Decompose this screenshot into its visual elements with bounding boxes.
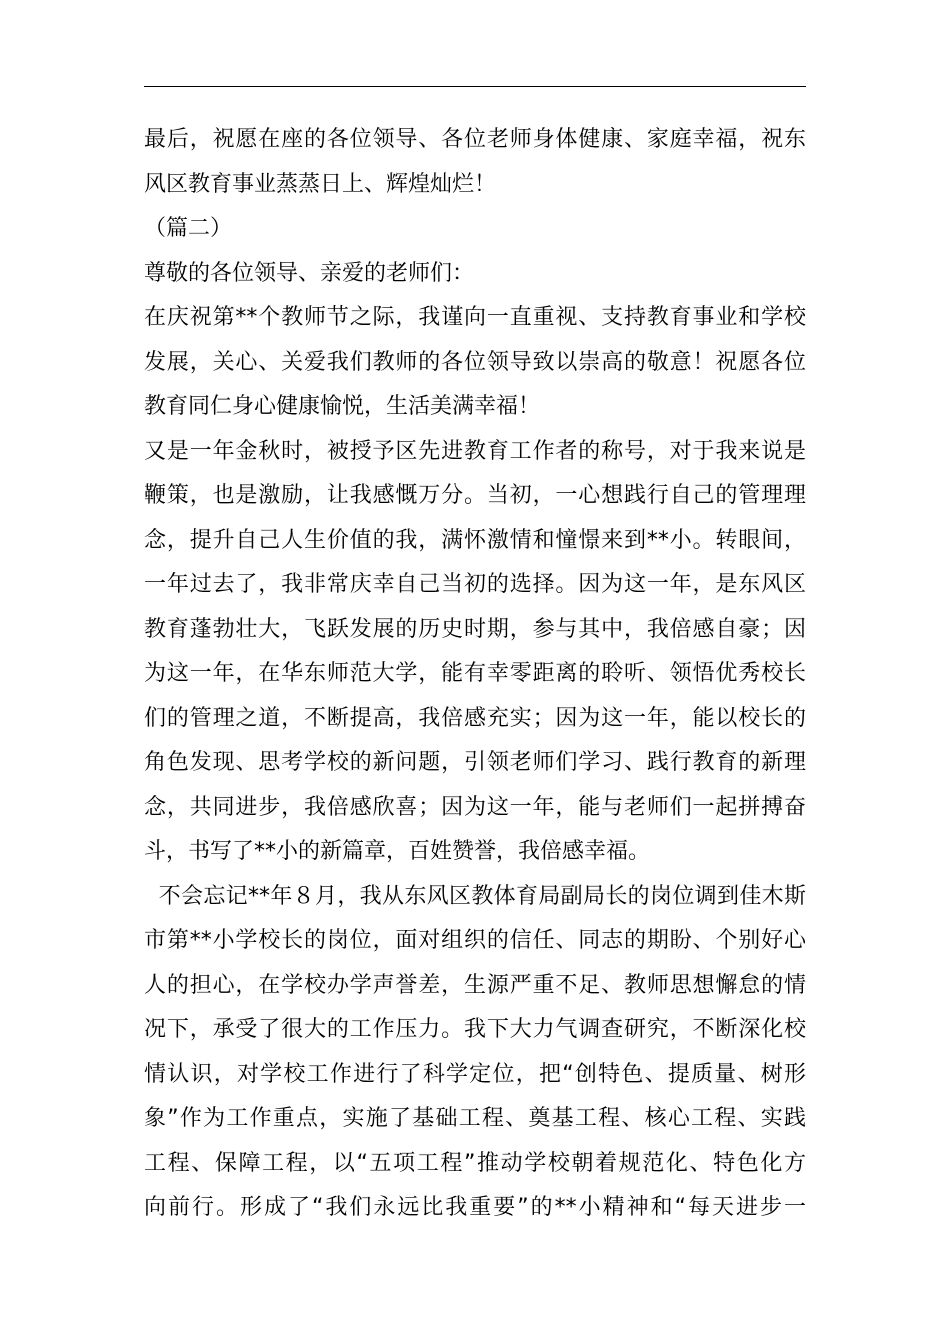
text-line: 角色发现、思考学校的新问题，引领老师们学习、践行教育的新理 — [144, 750, 806, 775]
text-line: 发展，关心、关爱我们教师的各位领导致以崇高的敬意！祝愿各位 — [144, 349, 806, 375]
text-line: 教育蓬勃壮大，飞跃发展的历史时期，参与其中，我倍感自豪；因 — [144, 616, 806, 642]
text-line: 在庆祝第**个教师节之际，我谨向一直重视、支持教育事业和学校 — [144, 305, 806, 330]
text-line: 象”作为工作重点，实施了基础工程、奠基工程、核心工程、实践 — [144, 1106, 806, 1131]
header-rule — [144, 86, 806, 87]
text-line: 最后，祝愿在座的各位领导、各位老师身体健康、家庭幸福，祝东 — [144, 127, 806, 152]
text-line: 一年过去了，我非常庆幸自己当初的选择。因为这一年，是东风区 — [144, 572, 806, 597]
text-line: 们的管理之道，不断提高，我倍感充实；因为这一年，能以校长的 — [144, 705, 806, 731]
text-line: 情认识，对学校工作进行了科学定位，把“创特色、提质量、树形 — [144, 1061, 806, 1087]
section-heading: （篇二） — [144, 216, 233, 241]
text-line: 为这一年，在华东师范大学，能有幸零距离的聆听、领悟优秀校长 — [144, 661, 806, 686]
text-line: 念，提升自己人生价值的我，满怀激情和憧憬来到**小。转眼间， — [144, 527, 806, 553]
text-line: 工程、保障工程，以“五项工程”推动学校朝着规范化、特色化方 — [144, 1150, 806, 1176]
text-line: 人的担心，在学校办学声誉差，生源严重不足、教师思想懈怠的情 — [144, 972, 806, 998]
text-line: 况下，承受了很大的工作压力。我下大力气调查研究，不断深化校 — [144, 1017, 806, 1042]
document-body — [144, 118, 806, 1231]
text-line: 念，共同进步，我倍感欣喜；因为这一年，能与老师们一起拼搏奋 — [144, 794, 806, 820]
text-line: 斗，书写了**小的新篇章，百姓赞誉，我倍感幸福。 — [144, 839, 651, 864]
text-line: 市第**小学校长的岗位，面对组织的信任、同志的期盼、个别好心 — [144, 928, 806, 953]
salutation: 尊敬的各位领导、亲爱的老师们： — [144, 260, 475, 286]
text-line: 教育同仁身心健康愉悦，生活美满幸福！ — [144, 394, 541, 419]
text-line: 风区教育事业蒸蒸日上、辉煌灿烂！ — [144, 171, 497, 197]
text-line: 又是一年金秋时，被授予区先进教育工作者的称号，对于我来说是 — [144, 438, 806, 464]
text-line: 不会忘记**年８月，我从东风区教体育局副局长的岗位调到佳木斯 — [144, 883, 806, 909]
text-line: 鞭策，也是激励，让我感慨万分。当初，一心想践行自己的管理理 — [144, 483, 806, 508]
text-line: 向前行。形成了“我们永远比我重要”的**小精神和“每天进步一 — [144, 1195, 806, 1220]
